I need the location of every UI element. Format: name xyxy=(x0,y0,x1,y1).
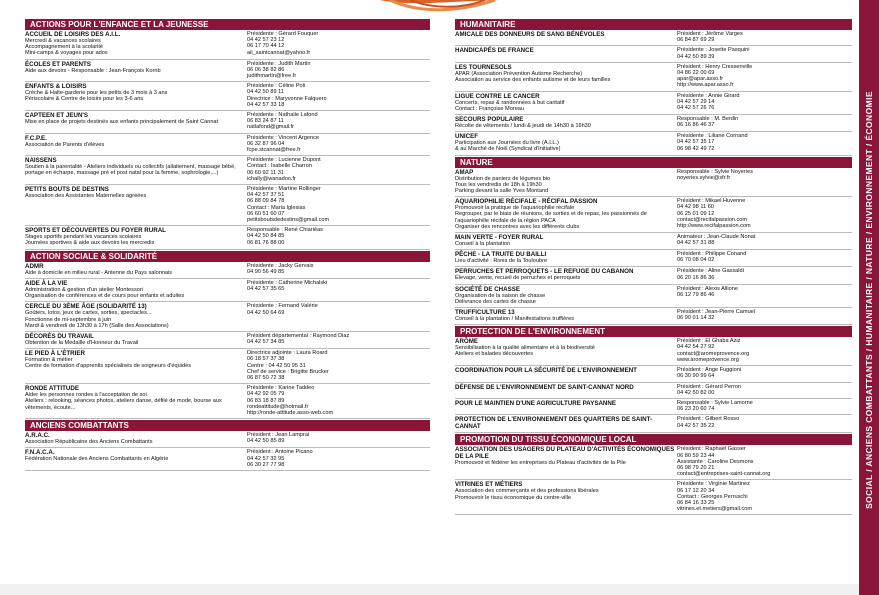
entry-description-block xyxy=(455,64,675,89)
association-name: TRUFFICULTURE 13 xyxy=(455,309,515,317)
association-entry xyxy=(25,332,430,349)
entry-description-block xyxy=(455,234,675,247)
association-description: Récolte de vêtements / lundi & jeudi de 14h30 à 16h30 xyxy=(455,123,591,130)
entry-description-block xyxy=(25,61,245,80)
association-description: Crèche & Halte-garderie pour les petits de 3 mois à 3 ans Périscolaire & Centre de loisirs pour les 3-6 ans xyxy=(25,90,168,103)
association-description: Élevage, vente, recueil de perruches et perroquets xyxy=(455,275,581,282)
association-contact: Présidente : Jacky Gervais 04 90 56 49 85 xyxy=(247,262,314,275)
association-entry xyxy=(455,415,852,433)
association-entry xyxy=(455,115,852,132)
association-contact: Président : Philippe Conand 06 70 08 04 02 xyxy=(677,251,747,264)
association-contact: Président : Gilbert Rosso 04 42 57 35 22 xyxy=(677,416,740,429)
association-contact: Président : Jean Lamprai 04 42 50 85 89 xyxy=(247,432,310,445)
association-entry xyxy=(455,337,852,366)
association-contact: Président : Gérard Perron 04 42 50 82 00 xyxy=(677,383,742,396)
entry-description-block xyxy=(455,367,675,379)
entry-description-block xyxy=(455,31,675,43)
association-name: AMAP xyxy=(455,168,474,176)
section-header: NATURE xyxy=(455,157,852,168)
association-name: PÊCHE - LA TRUITE DU BAILLI xyxy=(455,251,547,259)
association-name: PERRUCHES ET PERROQUETS - LE REFUGE DU CABANON xyxy=(455,268,634,276)
association-description: Organisation de la saison de chasse Délivrance des cartes de chasse xyxy=(455,292,546,305)
association-name: VITRINES ET MÉTIERS xyxy=(455,481,523,489)
association-entry xyxy=(25,262,430,279)
association-description: Aide aux devoirs - Responsable : Jean-François Kornb xyxy=(25,67,161,74)
association-description: Association Républicaine des Anciens Combattants xyxy=(25,439,153,446)
entry-description-block xyxy=(455,400,675,412)
association-contact: Présidente : Fernand Valérie 04 42 50 64 69 xyxy=(247,303,318,316)
entry-description-block xyxy=(25,135,245,154)
section-header: PROMOTION DU TISSU ÉCONOMIQUE LOCAL xyxy=(455,434,852,445)
entry-description-block xyxy=(25,333,245,346)
association-entry xyxy=(455,168,852,198)
association-description: Promouvoir la pratique de l'aquariophilie récifale Regrouper, par le biais de réunions, de sorties et de repas, les passionnés de l'aquariophilie récifale de la région PACA Organiser des rencontres avec les différents clubs xyxy=(455,205,647,230)
association-contact: Responsable : Sylvie Lamorne 06 23 20 60 74 xyxy=(677,399,753,413)
association-name: POUR LE MAINTIEN D'UNE AGRICULTURE PAYSANNE xyxy=(455,399,616,407)
association-contact: Présidente : Virginie Martinez 06 17 12 20 34 Contact : Georges Perruschi 06 84 16 33 25 vitrines.et.metiers@gmail.com xyxy=(677,481,752,513)
entry-description-block xyxy=(25,227,245,246)
association-contact: Président : El Ghaba Aziz 04 42 54 27 92 contact@aromeprovence.org www.aromeprovence.org xyxy=(677,338,750,363)
entry-description-block xyxy=(455,93,675,112)
entry-description-block xyxy=(455,198,675,230)
left-column xyxy=(25,18,430,471)
entry-description-block xyxy=(25,186,245,223)
association-contact: Présidente : Lucienne Dupont Contact : Isabelle Charron 06 60 92 11 31 ichally@wanadoo.fr xyxy=(247,157,321,182)
association-description: Conseil à la plantation / Manifestations truffières xyxy=(455,316,574,323)
entry-description-block xyxy=(25,112,245,131)
association-name: AQUARIOPHILIE RÉCIFALE - RÉCIFAL PASSION xyxy=(455,198,598,206)
association-name: ÉCOLES ET PARENTS xyxy=(25,60,91,68)
association-name: F.N.A.C.A. xyxy=(25,449,55,457)
association-contact: Président : Mikael Huvenne 04 42 98 11 60 06 25 01 09 12 contact@recifalpassion.com http://www.recifalpassion.com xyxy=(677,198,751,230)
association-name: ACCUEIL DE LOISIRS DES A.I.L. xyxy=(25,31,121,38)
association-entry xyxy=(25,82,430,111)
association-entry xyxy=(455,445,852,480)
bottom-band xyxy=(0,584,859,595)
association-contact: Présidente : Karine Taddeo 04 42 92 05 79 06 83 18 87 89 rondeattitude@hotmail.fr http://ronde-attitude.asso-web.com xyxy=(247,385,334,416)
association-name: MAIN VERTE - FOYER RURAL xyxy=(455,234,544,242)
association-name: LIGUE CONTRE LE CANCER xyxy=(455,92,540,100)
association-name: SPORTS ET DÉCOUVERTES DU FOYER RURAL xyxy=(25,227,166,235)
association-description: Association de Parents d'élèves xyxy=(25,141,105,148)
association-entry xyxy=(25,60,430,83)
association-contact: Président : Jean-Pierre Camuel 06 90 01 14 32 xyxy=(677,309,756,322)
entry-description-block xyxy=(25,280,245,299)
association-entry xyxy=(455,285,852,308)
association-entry xyxy=(25,30,430,60)
association-entry xyxy=(455,366,852,382)
entry-description-block xyxy=(25,432,245,445)
entry-description-block xyxy=(455,251,675,264)
association-name: A.R.A.C. xyxy=(25,432,50,440)
entry-description-block xyxy=(25,83,245,108)
association-description: Distribution de paniers de légumes bio Tous les vendredis de 18h à 19h30 Parking devant la salle Yves Montand xyxy=(455,175,551,195)
entry-description-block xyxy=(455,416,675,430)
association-description: APAR (Association Prévention Autisme Recherche) Association au service des enfants autisme et de leurs familles xyxy=(455,70,611,84)
association-contact: Présidente : Aline Gassaldi 06 20 16 86 36 xyxy=(677,268,744,281)
association-contact: Président : Ange Fuggioni 06 30 90 99 64 xyxy=(677,367,742,380)
association-description: Aider les personnes rondes à l'acceptation de soi Ateliers : relooking, séances photos, ateliers danse, défilé de mode, bourse aux vêtements, écoute... xyxy=(25,392,222,411)
association-name: LES TOURNESOLS xyxy=(455,63,512,71)
association-name: NAISSENS xyxy=(25,157,57,165)
association-description: Concerts, repas & randonnées à but caritatif Contact : Françoise Moreau xyxy=(455,99,565,112)
association-name: ASSOCIATION DES USAGERS DU PLATEAU D'ACTIVITÉS ÉCONOMIQUES DE LA PILE xyxy=(455,446,675,461)
association-entry xyxy=(25,226,430,249)
association-entry xyxy=(455,399,852,415)
association-description: Association des Assistantes Maternelles agréées xyxy=(25,193,147,200)
association-contact: Présidente : Liliane Cornand 04 42 57 35 17 06 98 42 49 72 xyxy=(677,133,748,152)
association-description: Goûters, lotos, jeux de cartes, sorties, spectacles... Fonctionne de mi-septembre à juin Mardi & vendredi de 13h30 à 17h (Salle des Associations) xyxy=(25,310,169,329)
association-name: COORDINATION POUR LA SÉCURITÉ DE L'ENVIRONNEMENT xyxy=(455,367,637,375)
association-name: AIDE À LA VIE xyxy=(25,279,68,287)
association-contact: Présidente : Céline Poli 04 42 50 89 11 Directrice : Maryvonne Falquero 04 42 57 33 18 xyxy=(247,83,327,108)
association-contact: Président : Henry Cressenville 04 86 22 00 69 apar@apar.asso.fr http://www.apar.asso.fr xyxy=(677,63,753,89)
entry-description-block xyxy=(455,116,675,129)
association-description: Mise en place de projets destinés aux enfants principalement de Saint Cannat xyxy=(25,119,219,126)
association-entry xyxy=(455,308,852,325)
association-description: Lieu d'activité : Rives de la Touloubre xyxy=(455,258,548,265)
association-contact: Président : Antoine Picano 04 42 57 32 95 06 30 27 77 98 xyxy=(247,449,313,468)
association-entry xyxy=(25,431,430,448)
association-name: PETITS BOUTS DE DESTINS xyxy=(25,186,109,194)
association-contact: Responsable : Sylvie Noyeries noyeries.sylvie@sfr.fr xyxy=(677,168,753,181)
association-name: CERCLE DU 3ÈME ÂGE (SOLIDARITÉ 13) xyxy=(25,303,147,311)
entry-description-block xyxy=(455,47,675,59)
association-description: Soutien à la parentalité - Ateliers individuels ou collectifs (allaitement, massage bébé, portage en écharpe, massage pré et post natal pour la femme, sophrologie,...) xyxy=(25,164,236,177)
sidebar-categories-label: SOCIAL / ANCIENS COMBATTANTS / HUMANITAIRE / NATURE / ENVIRONNEMENT / ÉCONOMIE xyxy=(864,91,874,509)
association-name: SECOURS POPULAIRE xyxy=(455,116,524,124)
entry-description-block xyxy=(455,169,675,195)
association-entry xyxy=(455,92,852,115)
entry-description-block xyxy=(455,384,675,396)
association-contact: Présidente : Annie Girard 04 42 57 29 14 04 42 57 26 76 xyxy=(677,92,740,112)
association-contact: Président départemental : Raymond Diaz 04 42 57 34 85 xyxy=(247,332,350,346)
association-entry xyxy=(455,30,852,46)
association-entry xyxy=(455,46,852,62)
association-description: Administration & gestion d'un atelier Montessori Organisation de conférences et de cours pour enfants et adultes xyxy=(25,286,185,300)
association-entry xyxy=(25,349,430,384)
section-header: ACTION SOCIALE & SOLIDARITÉ xyxy=(25,251,430,262)
association-name: SOCIÉTÉ DE CHASSE xyxy=(455,285,520,293)
association-entry xyxy=(455,383,852,399)
association-description: Conseil à la plantation xyxy=(455,241,511,248)
decorative-swirl-image xyxy=(380,0,500,18)
association-name: CAPTEEN ET JEUN'S xyxy=(25,112,89,120)
association-entry xyxy=(25,448,430,471)
association-entry xyxy=(455,267,852,284)
right-column xyxy=(455,18,852,515)
association-contact: Présidente : Martine Rollinger 04 42 57 37 51 06 88 09 84 78 Contact : Maria Iglesias 06 60 51 60 07 petitsboutsdedestins@gmail.com xyxy=(247,186,330,224)
association-entry xyxy=(455,233,852,250)
entry-description-block xyxy=(455,133,675,152)
entry-description-block xyxy=(455,286,675,305)
association-entry xyxy=(25,384,430,419)
section-header: ACTIONS POUR L'ENFANCE ET LA JEUNESSE xyxy=(25,19,430,30)
association-contact: Responsable : René Chiariéas 04 42 50 84 85 06 81 76 88 00 xyxy=(247,227,323,246)
entry-description-block xyxy=(455,268,675,281)
entry-description-block xyxy=(25,350,245,381)
association-entry xyxy=(455,480,852,515)
association-description: Obtention de la Médaille d'Honneur du Travail xyxy=(25,339,139,346)
association-entry xyxy=(455,250,852,267)
entry-description-block xyxy=(25,449,245,468)
association-entry xyxy=(25,279,430,302)
association-name: ENFANTS & LOISIRS xyxy=(25,83,87,91)
section-header: ANCIENS COMBATTANTS xyxy=(25,420,430,431)
association-description: Stages sportifs pendant les vacances scolaires Journées sportives & aide aux devoirs les mercredis xyxy=(25,234,155,247)
association-name: AMICALE DES DONNEURS DE SANG BÉNÉVOLES xyxy=(455,31,605,38)
association-description: Formation & métier Centre de formation d'apprentis spécialisés de soigneurs d'équidés xyxy=(25,357,192,370)
association-contact: Animateur : Jean-Claude Nonat 04 42 57 31 88 xyxy=(677,234,756,247)
entry-description-block xyxy=(25,263,245,276)
association-entry xyxy=(25,134,430,157)
association-entry xyxy=(25,156,430,185)
association-contact: Présidente : Judith Martin 06 06 38 82 86 judithmartin@free.fr xyxy=(247,60,311,80)
association-contact: Président : Raphaël Gasser 06 80 59 23 44 Assistante : Caroline Desmons 06 98 79 20 21 contact@entreprises-saint-cannat.org xyxy=(677,446,771,478)
association-entry xyxy=(455,132,852,155)
association-name: ARÔME xyxy=(455,338,479,346)
association-description: Association des commerçants et des professions libérales Promouvoir le tissu économique du centre-ville xyxy=(455,488,599,501)
association-name: HANDICAPÉS DE FRANCE xyxy=(455,47,534,55)
association-contact: Présidente : Josette Pasquini 04 42 50 89 39 xyxy=(677,47,750,60)
association-entry xyxy=(25,302,430,332)
association-description: Mercredi & vacances scolaires Accompagnement à la scolarité Mini-camps & voyages pour ados xyxy=(25,38,108,57)
association-name: PROTECTION DE L'ENVIRONNEMENT DES QUARTIERS DE SAINT-CANNAT xyxy=(455,416,653,431)
association-contact: Présidente : Gérard Fouquer 04 42 57 23 12 06 17 70 44 12 ail_saintcannat@yahoo.fr xyxy=(247,31,319,56)
association-name: DÉCORÉS DU TRAVAIL xyxy=(25,332,94,340)
association-description: Fédération Nationale des Anciens Combattants en Algérie xyxy=(25,456,169,463)
association-description: Promouvoir et fédérer les entreprises du Plateau d'activités de la Pile xyxy=(455,460,626,467)
association-name: LE PIED À L'ÉTRIER xyxy=(25,350,85,358)
association-contact: Président : Alexis Allione 06 12 79 86 46 xyxy=(677,285,738,298)
association-entry xyxy=(25,185,430,226)
association-contact: Présidente : Vincent Argence 06 32 87 96 04 fcpe.stcannat@free.fr xyxy=(247,134,320,154)
entry-description-block xyxy=(25,157,245,182)
association-entry xyxy=(25,111,430,134)
association-name: F.C.P.E. xyxy=(25,134,47,142)
association-contact: Président : Jérôme Varges 06 84 87 69 29 xyxy=(677,31,743,44)
association-contact: Présidente : Catherine Michalski 04 42 57 35 65 xyxy=(247,279,328,293)
association-name: UNICEF xyxy=(455,133,479,141)
association-entry xyxy=(455,197,852,233)
association-description: Participation aux Journées du livre (A.I.L.) & au Marché de Noël (Syndicat d'Initiative) xyxy=(455,140,561,153)
entry-description-block xyxy=(25,385,245,416)
association-contact: Directrice adjointe : Laura Roard 06 18 57 37 38 Centre : 04 42 50 95 31 Chef de service : Brigitte Brucker 06 87 50 72 38 xyxy=(247,350,329,381)
entry-description-block xyxy=(25,31,245,57)
association-name: ADMR xyxy=(25,262,44,270)
entry-description-block xyxy=(455,446,675,477)
association-contact: Présidente : Nathalie Lafond 06 83 24 87 11 natlafond@gmail.fr xyxy=(247,112,318,131)
entry-description-block xyxy=(455,309,675,322)
section-header: PROTECTION DE L'ENVIRONNEMENT xyxy=(455,326,852,337)
association-entry xyxy=(455,63,852,92)
entry-description-block xyxy=(455,338,675,363)
entry-description-block xyxy=(455,481,675,512)
association-contact: Responsable : M. Berdin 06 16 86 46 37 xyxy=(677,116,739,129)
association-description: Sensibilisation à la qualité alimentaire et à la biodiversité Ateliers et balades découvertes xyxy=(455,345,595,358)
association-name: DÉFENSE DE L'ENVIRONNEMENT DE SAINT-CANNAT NORD xyxy=(455,383,634,391)
association-name: RONDE ATTITUDE xyxy=(25,385,79,393)
section-header: HUMANITAIRE xyxy=(455,19,852,30)
association-description: Aide à domicile en milieu rural - Antenne du Pays salonnais xyxy=(25,269,173,276)
entry-description-block xyxy=(25,303,245,329)
